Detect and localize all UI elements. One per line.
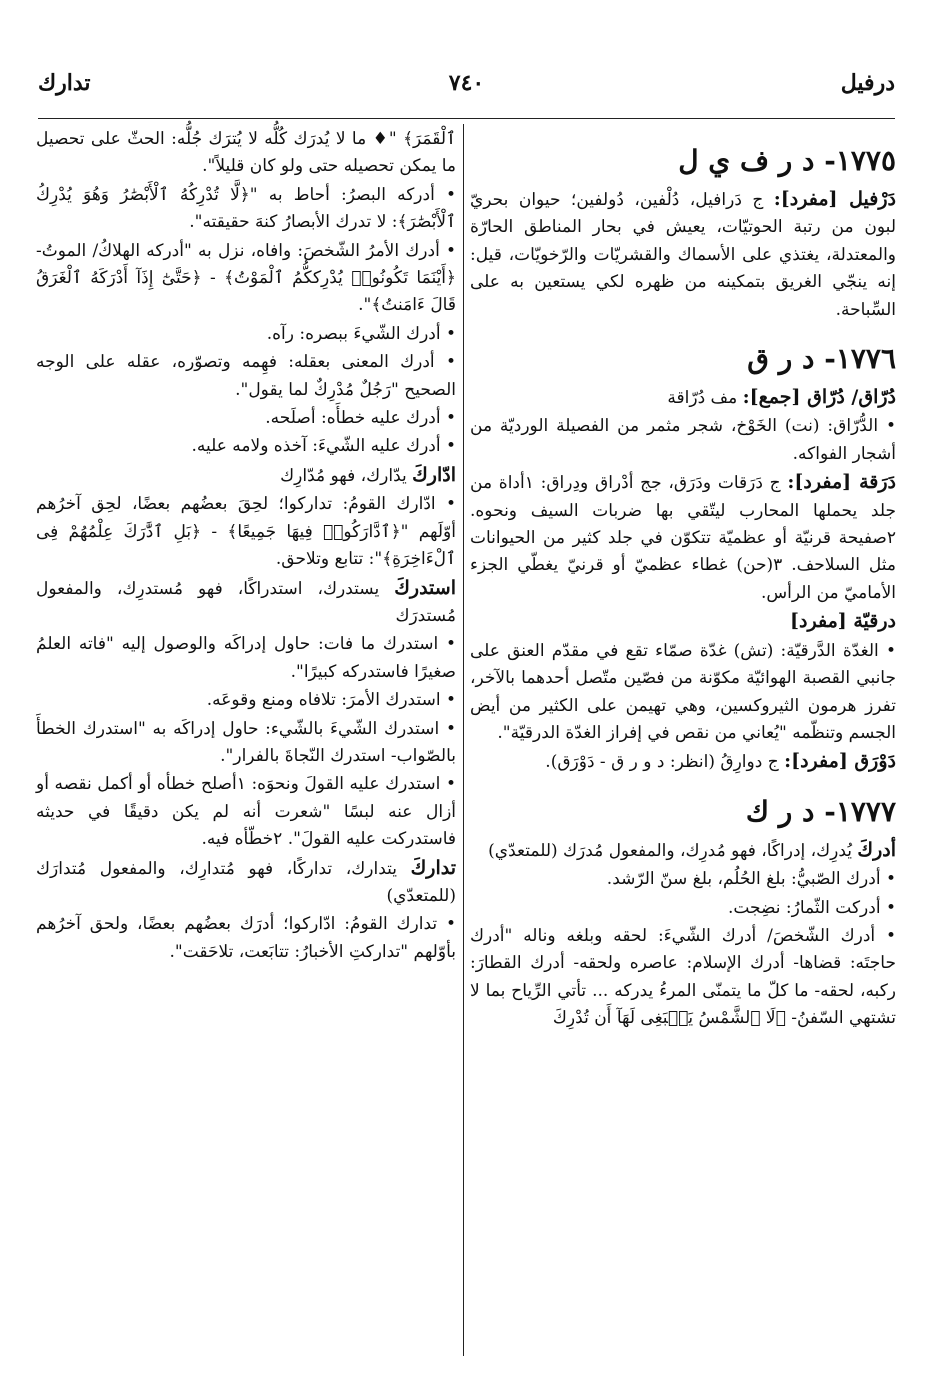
dictionary-entry (470, 384, 896, 412)
left-column (36, 126, 456, 967)
entry-text: • أدرك عليه الشّيءَ: آخذه ولامه عليه. (191, 436, 456, 457)
entry-text: يتدارك، تداركًا، فهو مُتدارِك، والمفعول مُتدارَك (للمتعدّي) (36, 858, 456, 906)
dictionary-entry (36, 716, 456, 771)
dictionary-entry (36, 462, 456, 490)
entry-text: • أدرك عليه خطأَه: أصلَحه. (265, 408, 456, 429)
entry-text: • أدرك الشّخصَ/ أدرك الشّيءَ: لحقه وبلغه وناله "أدرك حاجتَه: قضاها- أدرك الإسلام: عاصره ولحقه- أدرك القطارَ: ركبه، لحقه- ما كلّ ما يتمنّى المرءُ يدركه ... تأتي الرِّياح بما لا تشتهي السّفنُ- ﴿لَا ٱلشَّمْسُ يَنۢبَغِى لَهَآ أَن تُدْرِكَ (470, 925, 896, 1029)
dictionary-entry (36, 687, 456, 714)
entry-text: يُدرِك، إدراكًا، فهو مُدرِك، والمفعول مُدرَك (للمتعدّي) (488, 840, 858, 861)
header-right-keyword: درفيل (840, 70, 895, 96)
entry-text: • أدرك المعنى بعقله: فهِمه وتصوّره، عقله على الوجه الصحيح "رَجُلٌ مُدْرِكٌ لما يقول". (36, 352, 456, 400)
dictionary-entry (470, 866, 896, 893)
header-left-keyword: تدارك (38, 70, 91, 96)
dictionary-entry (36, 126, 456, 181)
entry-headword: ادّاركَ (412, 463, 456, 486)
entry-text: ج دَرافيل، دُلْفين، دُولفين؛ حيوان بحريّ لبون من رتبة الحوتيّات، يعيش في بحار المناطق الحارّة والمعتدلة، يغتذي على الأسماك والقشريّات والرّخويّات، قيل: إنه ينجّي الغريق بتمكينه من ظهره لكي يستعين به على السِّباحة. (470, 190, 896, 320)
dictionary-entry (36, 182, 456, 237)
entry-text: • ادّارك القومُ: تداركوا؛ لحِقَ بعضُهم بعضًا، لحِق آخرُهم أوّلَهم "﴿ٱدَّارَكُوا۟ فِيهَا جَمِيعًا﴾ - ﴿بَلِ ٱدَّٰرَكَ عِلْمُهُمْ فِى ٱلْءَاخِرَةِ﴾": تتابع وتلاحق. (36, 494, 456, 570)
dictionary-entry (36, 405, 456, 432)
entry-text: • أدرك الصّبيُّ: بلغ الحُلُم، بلغ سنّ الرّشد. (606, 869, 896, 890)
entry-text: • أدرك الشّيءَ ببصره: رآه. (266, 323, 456, 344)
entry-text: • الغدّة الدَّرقيّة: (تش) غدّة صمّاء تقع في مقدّم العنق على جانبي القصبة الهوائيّة مكوّنة من فصّين متّصل أحدهما بالآخر، تفرز هرمون الثيروكسين، وهي تهيمن على الكثير من أيض الجسم وتنظّمه "يُعاني من نقص في إفراز الغدّة الدرقيّة". (470, 640, 896, 743)
page-number: ٧٤٠ (448, 70, 485, 96)
dictionary-entry (470, 923, 896, 1033)
column-divider (463, 124, 464, 1356)
entry-text: • أدرك الأمرُ الشّخصَ: وافاه، نزل به "أدركه الهلاكُ/ الموتُ- ﴿أَيْنَمَا تَكُونُوا۟ يُدْرِككُّمُ ٱلْمَوْتُ﴾ - ﴿حَتَّىٰٓ إِذَآ أَدْرَكَهُ ٱلْغَرَقُ قَالَ ءَامَنتُ﴾". (36, 240, 456, 316)
entry-text: يستدرك، استدراكًا، فهو مُستدرِك، والمفعول مُستدرَك (36, 578, 456, 626)
dictionary-entry (470, 186, 896, 324)
dictionary-entry (36, 911, 456, 966)
entry-text: • أدركت الثّمارُ: نضِجت. (727, 897, 896, 918)
dictionary-entry (36, 855, 456, 911)
entry-text: مف دُرّاقة (667, 388, 743, 409)
entry-headword: أدركَ (857, 838, 896, 861)
section-heading: ١٧٧٦- د ر ق (747, 342, 896, 376)
entry-text: ج دوارِقُ (انظر: د و ر ق - دَوْرَق). (545, 752, 785, 773)
entry-headword: تداركَ (410, 856, 456, 879)
dictionary-entry (470, 608, 896, 636)
entry-text: • استدرك الأمرَ: تلافاه ومنع وقوعَه. (206, 690, 456, 711)
dictionary-entry (36, 321, 456, 348)
section-heading: ١٧٧٧- د ر ك (745, 794, 896, 828)
dictionary-entry (470, 413, 896, 468)
header-divider (38, 118, 895, 119)
entry-text: • استدرك عليه القولَ ونحوَه: ١أصلح خطأه أو أكمل نقصه أو أزال عنه لبسًا "شعرت أنه لم يكن دقيقًا في حديثه فاستدركت عليه القولَ". ٢خطّأه فيه. (36, 774, 456, 850)
dictionary-entry (36, 433, 456, 460)
dictionary-entry (36, 631, 456, 686)
entry-text: • أدركه البصرُ: أحاط به "﴿لَّا تُدْرِكُهُ ٱلْأَبْصَٰرُ وَهُوَ يُدْرِكُ ٱلْأَبْصَٰرَ﴾: لا تدرك الأبصارُ كنهَ حقيقته". (36, 184, 456, 233)
entry-text: يدّارك، فهو مُدّارِك (280, 465, 413, 486)
section-heading: ١٧٧٥- د ر ف ي ل (678, 144, 896, 177)
dictionary-entry (470, 837, 896, 865)
entry-headword: دَرْفيل [مفرد]: (773, 188, 896, 210)
entry-text: • الدُّرّاق: (نت) الخَوْخ، شجر مثمر من الفصيلة الورديّة من أشجار الفواكه. (470, 416, 896, 464)
entry-headword: دَوْرَق [مفرد]: (784, 750, 896, 773)
entry-headword: درقيّة [مفرد] (790, 610, 896, 633)
entry-headword: دُرّاق/ دُرّاق [جمع]: (742, 386, 896, 409)
dictionary-entry (470, 895, 896, 922)
entry-headword: دَرَقة [مفرد]: (787, 471, 897, 494)
entry-headword: استدركَ (394, 576, 456, 599)
entry-text: ج دَرَقات ودَرَق، جج أدْراق ودِراق: ١أداة من جلد يحملها المحارب ليتّقي بها ضربات السيف ونحوه. ٢صفيحة قرنيّة أو عظميّة تتكوّن في جلد كثير من الحيوانات مثل السلاحف. ٣(حن) غطاء عظميّ أو قرنيّ يغطّي الجزء الأماميّ من الرأس. (470, 473, 897, 603)
dictionary-entry (36, 238, 456, 320)
right-column (470, 126, 896, 1034)
dictionary-entry (36, 349, 456, 404)
dictionary-entry (36, 771, 456, 853)
entry-text: • استدرك الشّيءَ بالشّيء: حاول إدراكَه به "استدرك الخطأَ بالصّواب- استدرك النّجاةَ بالفرار". (36, 718, 456, 766)
dictionary-entry (36, 491, 456, 573)
dictionary-entry (470, 469, 896, 607)
entry-text: • تدارك القومُ: ادّاركوا؛ أدرَك بعضُهم بعضًا، ولحق آخرُهم بأوّلهم "تداركتِ الأخبارُ: تتابَعت، تلاحَقت". (36, 914, 456, 962)
dictionary-entry (470, 748, 896, 776)
entry-text: • استدرك ما فات: حاول إدراكَه والوصول إليه "فاته العلمُ صغيرًا فاستدركه كبيرًا". (36, 634, 456, 682)
dictionary-entry (470, 638, 896, 748)
entry-text: ٱلْقَمَرَ﴾ "♦ ما لا يُدرَك كُلُّه لا يُترَك جُلُّه: الحثّ على تحصيل ما يمكن تحصيله حتى ولو كان قليلاً". (36, 129, 456, 177)
dictionary-entry (36, 575, 456, 631)
